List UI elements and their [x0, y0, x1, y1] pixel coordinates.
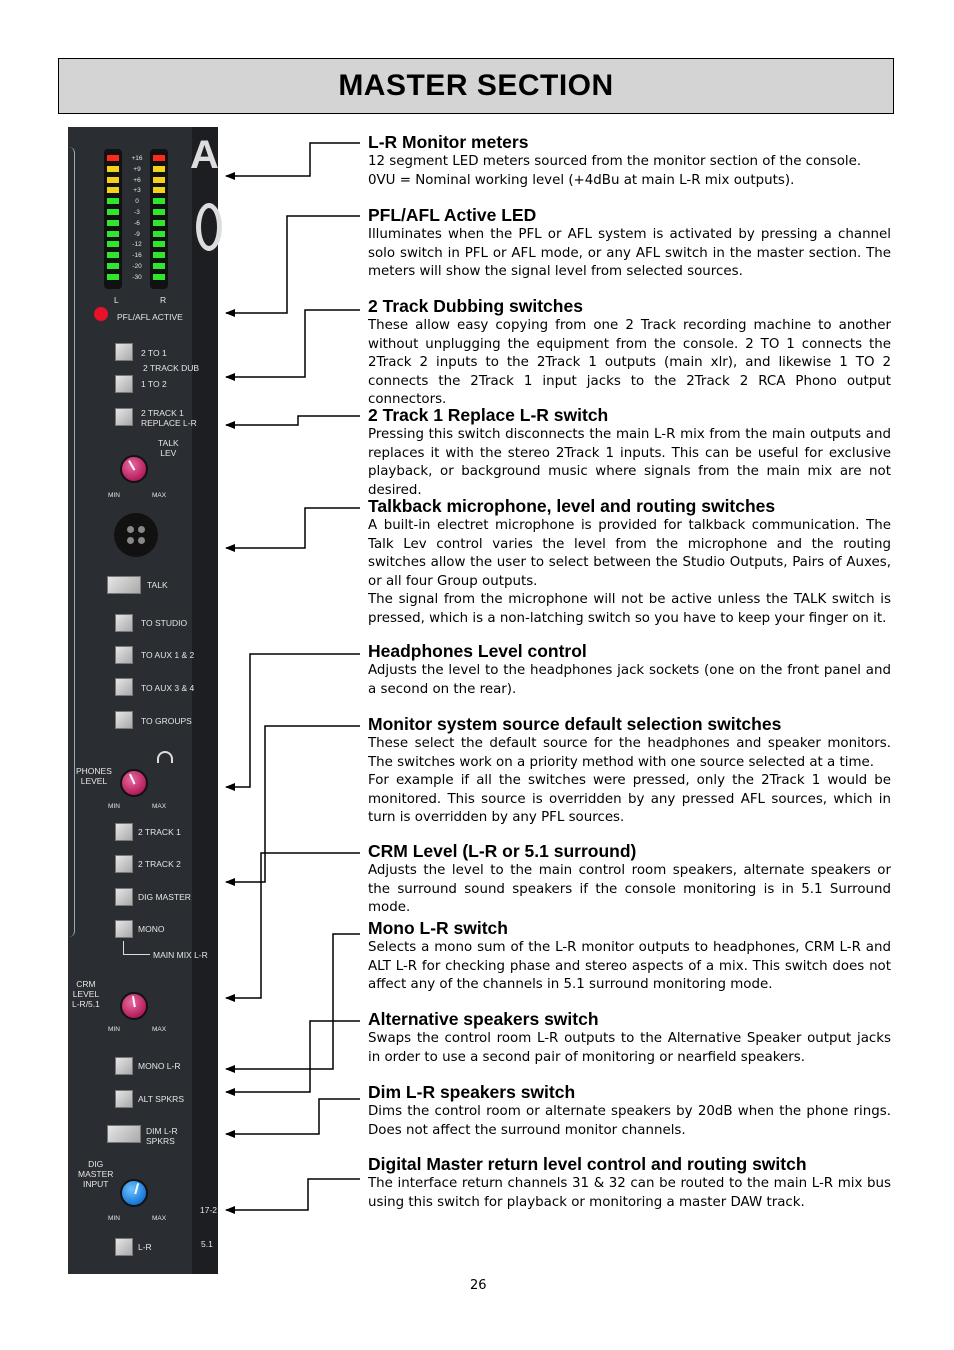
callout-2track-dub [226, 310, 360, 377]
callout-replace [226, 416, 360, 425]
section-pfl-afl [368, 204, 891, 282]
callout-mono [226, 934, 360, 1069]
one-to-two-label: 1 TO 2 [141, 379, 167, 389]
dim-lr-spkrs-label: DIM L-R SPKRS [146, 1126, 178, 1146]
mono-label: MONO [138, 924, 165, 934]
two-track-1-label: 2 TRACK 1 [138, 827, 181, 837]
section-heading: Mono L-R switch [368, 918, 508, 938]
callout-pfl-afl [226, 216, 360, 313]
section-dim [368, 1081, 891, 1140]
section-body: Swaps the control room L-R outputs to the Alternative Speaker output jacks in order to use a second pair of monitoring or nearfield speakers. [368, 1031, 891, 1065]
section-body: The interface return channels 31 & 32 can be routed to the main L-R mix bus using this switch for playback or monitoring a master DAW track. [368, 1176, 891, 1210]
meter-left-label: L [114, 295, 119, 305]
page-title: MASTER SECTION [338, 69, 614, 102]
section-2track-dub [368, 295, 891, 410]
section-talkback [368, 495, 891, 629]
two-track-dub-label: 2 TRACK DUB [143, 363, 200, 373]
meter-scale-label: -30 [132, 273, 142, 281]
section-alt-spkrs [368, 1008, 891, 1067]
meter-scale-label: +9 [133, 165, 141, 173]
section-heading: L-R Monitor meters [368, 132, 529, 152]
crm-max-label: MAX [152, 1026, 167, 1033]
meter-scale-label: -9 [134, 230, 140, 238]
meter-scale-label: +16 [131, 155, 143, 162]
meter-scale-label: -20 [132, 263, 142, 270]
crm-level-label: CRM LEVEL L-R/5.1 [72, 979, 100, 1009]
section-lr-meters [368, 131, 891, 190]
to-studio-label: TO STUDIO [141, 618, 188, 628]
two-track-1-replace-label: 2 TRACK 1 REPLACE L-R [141, 408, 197, 428]
section-heading: Digital Master return level control and routing switch [368, 1154, 807, 1174]
section-body: Illuminates when the PFL or AFL system is activated by pressing a channel solo switch in PFL or AFL mode, or any AFL switch in the master section. The meters will show the signal level from selected sources. [368, 227, 891, 280]
meter-scale-label: +6 [133, 176, 141, 184]
section-heading: PFL/AFL Active LED [368, 205, 537, 225]
phones-min-label: MIN [108, 803, 120, 810]
phones-level-label: PHONES LEVEL [76, 766, 112, 786]
section-heading: Dim L-R speakers switch [368, 1082, 576, 1102]
section-body: A built-in electret microphone is provided for talkback communication. The Talk Lev control varies the level from the microphone and the routing switches allow the user to select between the Studio Outputs, Pairs of Auxes, or all four Group outputs. The signal from the microphone will not be active unless the TALK switch is pressed, which is a non-latching switch so you have to keep your finger on it. [368, 518, 891, 626]
section-body: 12 segment LED meters sourced from the monitor section of the console. 0VU = Nominal working level (+4dBu at main L-R mix outputs). [368, 154, 862, 188]
meter-scale-label: -12 [132, 241, 142, 249]
section-mono [368, 917, 891, 995]
section-body: These allow easy copying from one 2 Track recording machine to another without unplugging the equipment from the console. 2 TO 1 connects the 2Track 2 inputs to the 2Track 1 outputs (main xlr), and likewise 1 TO 2 connects the 2Track 1 input jacks to the 2Track 2 RCA Phono output connectors. [368, 318, 891, 408]
callout-alt-spkrs [226, 1021, 360, 1092]
meter-scale-label: 0 [135, 198, 139, 206]
section-body: These select the default source for the headphones and speaker monitors. The switches work on a priority method with one source selected at a time. For example if all the switches were pressed, only the 2Track 1 would be monitored. This source is overridden by any pressed AFL sources, which in turn is overridden by any PFL sources. [368, 736, 891, 826]
to-aux-34-label: TO AUX 3 & 4 [141, 683, 195, 693]
meter-scale-label: -16 [132, 252, 142, 260]
meter-scale-label: -6 [134, 219, 140, 227]
talk-min-label: MIN [108, 492, 120, 499]
callout-talkback [226, 508, 360, 548]
to-groups-label: TO GROUPS [141, 716, 192, 726]
mono-lr-label: MONO L-R [138, 1061, 181, 1071]
callout-dim [226, 1099, 360, 1134]
section-heading: 2 Track Dubbing switches [368, 296, 583, 316]
section-body: Dims the control room or alternate speakers by 20dB when the phone rings. Does not affect the surround monitor channels. [368, 1104, 891, 1138]
section-body: Adjusts the level to the headphones jack sockets (one on the front panel and a second on the rear). [368, 663, 891, 697]
section-dig-master [368, 1153, 891, 1212]
callout-crm [226, 853, 360, 998]
section-heading: Talkback microphone, level and routing switches [368, 496, 776, 516]
pfl-afl-label: PFL/AFL ACTIVE [117, 312, 183, 322]
two-track-2-label: 2 TRACK 2 [138, 859, 181, 869]
two-to-one-label: 2 TO 1 [141, 348, 167, 358]
edge-letter: A [190, 133, 219, 177]
section-heading: 2 Track 1 Replace L-R switch [368, 405, 609, 425]
to-aux-12-label: TO AUX 1 & 2 [141, 650, 195, 660]
section-heading: Monitor system source default selection switches [368, 714, 782, 734]
section-replace [368, 404, 891, 500]
section-source-select [368, 713, 891, 828]
lr-label: L-R [138, 1242, 152, 1252]
section-body: Selects a mono sum of the L-R monitor outputs to headphones, CRM L-R and ALT L-R for checking phase and stereo aspects of a mix. This switch does not affect any of the channels in 5.1 surround monitoring mode. [368, 940, 891, 993]
dig-master-label: DIG MASTER [138, 892, 191, 902]
phones-max-label: MAX [152, 803, 167, 810]
section-heading: Alternative speakers switch [368, 1009, 599, 1029]
section-phones [368, 640, 891, 699]
page-number: 26 [470, 1278, 487, 1293]
main-mix-lr-label: MAIN MIX L-R [153, 950, 208, 960]
callout-dig-master [226, 1179, 360, 1210]
callout-source-select [226, 726, 360, 882]
alt-spkrs-label: ALT SPKRS [138, 1094, 184, 1104]
meter-scale-label: -3 [134, 209, 140, 216]
meter-scale-label: +3 [133, 187, 141, 195]
section-body: Adjusts the level to the main control room speakers, alternate speakers or the surround sound speakers if the console monitoring is in 5.1 Surround mode. [368, 863, 891, 916]
dig-master-input-label: DIG MASTER INPUT [78, 1159, 114, 1189]
talk-max-label: MAX [152, 492, 167, 499]
edge-17-label: 17-2 [200, 1205, 218, 1215]
talk-lev-label: TALK LEV [158, 438, 179, 458]
crm-min-label: MIN [108, 1026, 120, 1033]
section-crm [368, 840, 891, 918]
talk-label: TALK [147, 580, 168, 590]
meter-right-label: R [160, 295, 167, 305]
callout-phones [226, 654, 360, 787]
callout-lr-meters [226, 143, 360, 176]
section-body: Pressing this switch disconnects the main L-R mix from the main outputs and replaces it with the stereo 2Track 1 inputs. This can be useful for exclusive playback, or background music where signals from the main mix are not desired. [368, 427, 891, 498]
section-heading: Headphones Level control [368, 641, 587, 661]
dig-min-label: MIN [108, 1215, 120, 1222]
section-heading: CRM Level (L-R or 5.1 surround) [368, 841, 637, 861]
dig-max-label: MAX [152, 1215, 167, 1222]
edge-51-label: 5.1 [201, 1239, 213, 1249]
